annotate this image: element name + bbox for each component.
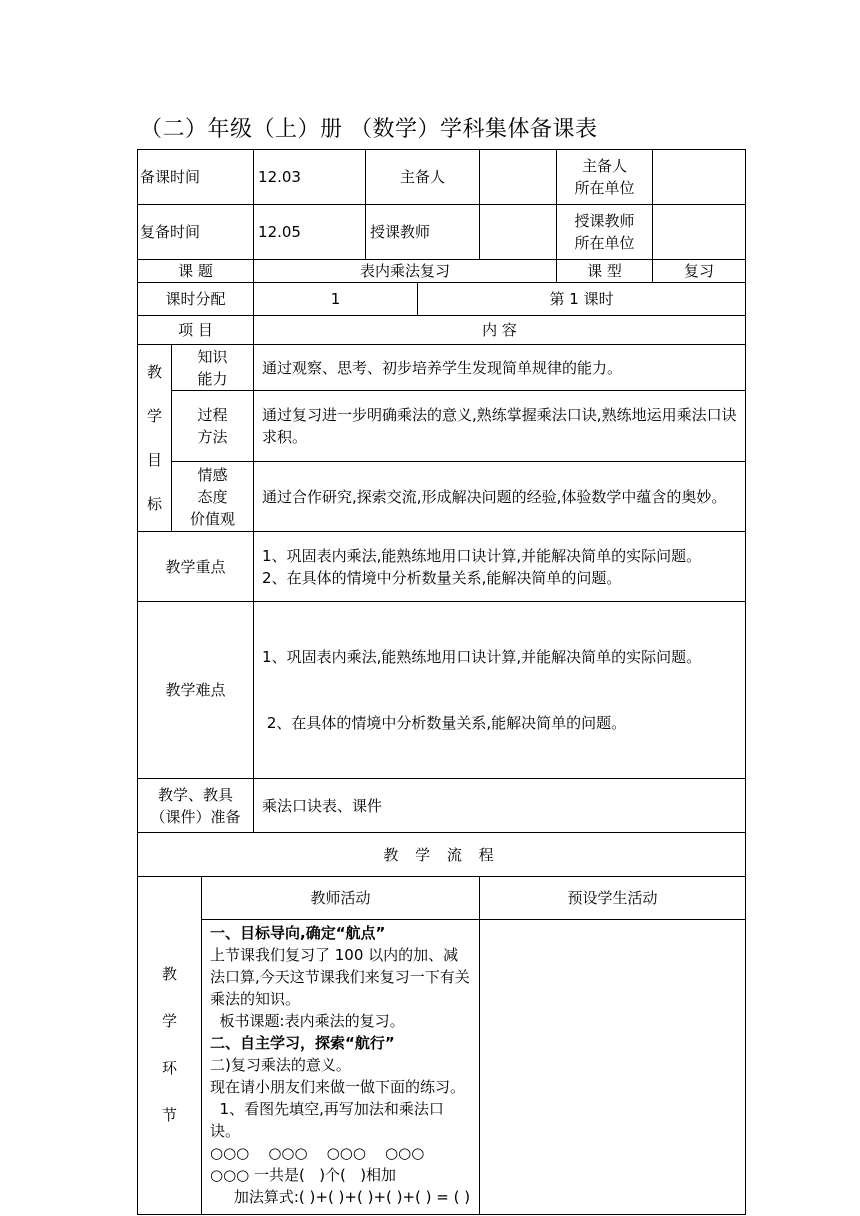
flow-title-row: [138, 833, 746, 877]
item-label: 项 目: [138, 316, 254, 345]
hours-value: 1: [254, 283, 418, 316]
difficult-points-row: [138, 602, 746, 779]
teacher-label: 授课教师: [366, 205, 480, 260]
emotion-label-line3: 价值观: [190, 509, 236, 528]
difficult-points-content: [254, 602, 746, 779]
process-label-line1: 过程: [197, 406, 228, 424]
materials-label: [138, 779, 254, 833]
prep-time-row: [138, 150, 746, 205]
main-preparer-label: 主备人: [366, 150, 480, 205]
teacher-line-4: 二、自主学习，探索“航行”: [210, 1034, 395, 1052]
teacher-line-9: 加法算式:( )+( )+( )+( )+( ) = ( ): [210, 1188, 471, 1206]
goals-char-3: 目: [146, 451, 162, 469]
key-points-content: [254, 532, 746, 602]
key-points-label: 教学重点: [138, 532, 254, 602]
flow-content-row: [138, 920, 746, 1215]
review-time-value: 12.05: [254, 205, 366, 260]
materials-label-line2: （课件）准备: [150, 807, 241, 826]
goal-emotion-row: [138, 462, 746, 532]
flow-char-3: 环: [161, 1059, 177, 1077]
flow-char-1: 教: [161, 965, 177, 983]
teacher-line-8: ○○○ ○○○ ○○○ ○○○ ○○○ 一共是( )个( )相加: [210, 1144, 444, 1184]
student-activity-header: 预设学生活动: [480, 877, 746, 920]
teacher-unit-label-line2: 所在单位: [574, 234, 635, 252]
goals-char-2: 学: [146, 407, 162, 425]
knowledge-label-line2: 能力: [197, 369, 228, 388]
teacher-unit-value: [653, 205, 746, 260]
flow-char-4: 节: [161, 1106, 177, 1124]
difficult-point-2: 2、在具体的情境中分析数量关系,能解决简单的问题。: [262, 714, 627, 732]
review-time-row: [138, 205, 746, 260]
process-label-line2: 方法: [197, 428, 228, 446]
difficult-points-label: 教学难点: [138, 602, 254, 779]
emotion-label-line2: 态度: [197, 487, 228, 506]
emotion-label: [172, 462, 254, 532]
teacher-line-6: 现在请小朋友们来做一做下面的练习。: [210, 1078, 466, 1096]
flow-char-2: 学: [161, 1012, 177, 1030]
flow-header-row: [138, 877, 746, 920]
review-time-label: 复备时间: [138, 205, 254, 260]
teacher-unit-label-line1: 授课教师: [574, 212, 635, 230]
flow-title: 教 学 流 程: [138, 833, 746, 877]
topic-row: [138, 260, 746, 283]
page-title: （二）年级（上）册 （数学）学科集体备课表: [140, 117, 598, 142]
emotion-text: 通过合作研究,探索交流,形成解决问题的经验,体验数学中蕴含的奥妙。: [254, 462, 746, 532]
main-preparer-unit-label: [557, 150, 653, 205]
prep-time-label: 备课时间: [138, 150, 254, 205]
lesson-plan-table: [137, 149, 746, 1215]
teacher-activity-header: 教师活动: [202, 877, 480, 920]
hours-label: 课时分配: [138, 283, 254, 316]
process-text: 通过复习进一步明确乘法的意义,熟练掌握乘法口诀,熟练地运用乘法口诀求积。: [254, 391, 746, 462]
type-value: 复习: [653, 260, 746, 283]
teacher-value: [480, 205, 557, 260]
flow-group-label: [138, 877, 202, 1215]
key-point-2: 2、在具体的情境中分析数量关系,能解决简单的问题。: [262, 568, 622, 587]
main-preparer-unit-value: [653, 150, 746, 205]
teacher-unit-label: [557, 205, 653, 260]
teacher-activity-content: [202, 920, 480, 1215]
item-header-row: [138, 316, 746, 345]
key-point-1: 1、巩固表内乘法,能熟练地用口诀计算,并能解决简单的实际问题。: [262, 546, 702, 565]
difficult-point-1: 1、巩固表内乘法,能熟练地用口诀计算,并能解决简单的实际问题。: [262, 648, 702, 666]
teacher-line-7: 1、看图先填空,再写加法和乘法口诀。: [210, 1100, 444, 1140]
goal-knowledge-row: [138, 345, 746, 391]
student-activity-content: [480, 920, 746, 1215]
topic-label: 课 题: [138, 260, 254, 283]
topic-value: 表内乘法复习: [254, 260, 557, 283]
emotion-label-line1: 情感: [197, 465, 228, 484]
materials-row: [138, 779, 746, 833]
prep-time-value: 12.03: [254, 150, 366, 205]
teacher-line-5: 二)复习乘法的意义。: [210, 1056, 351, 1074]
type-label: 课 型: [557, 260, 653, 283]
knowledge-text: 通过观察、思考、初步培养学生发现简单规律的能力。: [254, 345, 746, 391]
key-points-row: [138, 532, 746, 602]
goal-process-row: [138, 391, 746, 462]
materials-value: 乘法口诀表、课件: [254, 779, 746, 833]
period-text: 第 1 课时: [418, 283, 746, 316]
knowledge-label: [172, 345, 254, 391]
hours-row: [138, 283, 746, 316]
teacher-line-1: 一、目标导向,确定“航点”: [210, 924, 386, 942]
goals-group-label: [138, 345, 172, 532]
goals-char-4: 标: [146, 495, 162, 513]
teacher-line-2: 上节课我们复习了 100 以内的加、减法口算,今天这节课我们来复习一下有关乘法的知识。: [210, 946, 470, 1008]
content-label: 内 容: [254, 316, 746, 345]
knowledge-label-line1: 知识: [197, 347, 228, 366]
goals-char-1: 教: [146, 363, 162, 381]
main-preparer-value: [480, 150, 557, 205]
process-label: [172, 391, 254, 462]
teacher-line-3: 板书课题:表内乘法的复习。: [210, 1012, 405, 1030]
main-preparer-unit-label-line1: 主备人: [582, 157, 628, 175]
materials-label-line1: 教学、教具: [158, 785, 234, 804]
main-preparer-unit-label-line2: 所在单位: [574, 179, 635, 197]
